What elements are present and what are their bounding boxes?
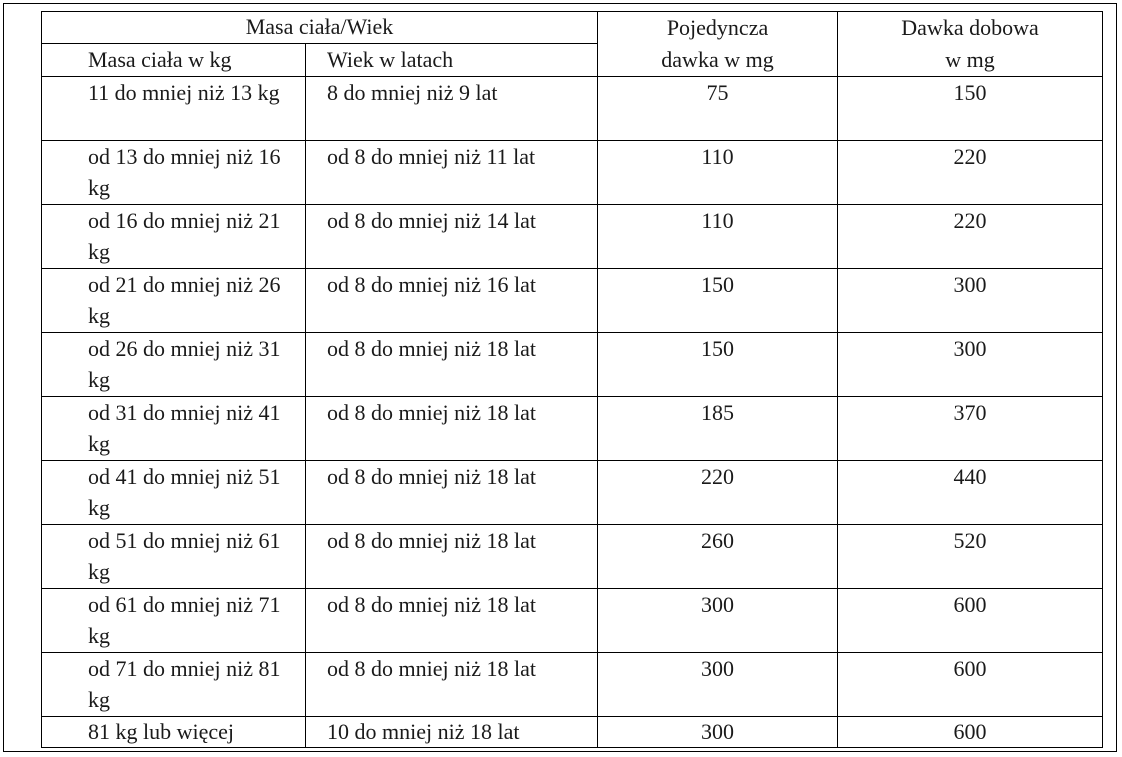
cell-weight: 11 do mniej niż 13 kg xyxy=(42,77,306,141)
header-age: Wiek w latach xyxy=(306,44,598,77)
cell-age: od 8 do mniej niż 18 lat xyxy=(306,333,598,397)
cell-single-dose: 110 xyxy=(598,141,838,205)
cell-daily-dose: 370 xyxy=(838,397,1103,461)
cell-single-dose: 300 xyxy=(598,589,838,653)
cell-age: od 8 do mniej niż 18 lat xyxy=(306,653,598,717)
cell-single-dose: 75 xyxy=(598,77,838,141)
header-daily-dose-line2: w mg xyxy=(945,47,995,72)
cell-daily-dose: 520 xyxy=(838,525,1103,589)
table-row xyxy=(42,141,1103,205)
cell-daily-dose: 440 xyxy=(838,461,1103,525)
cell-weight: od 31 do mniej niż 41 kg xyxy=(42,397,306,461)
table-row xyxy=(42,525,1103,589)
cell-single-dose: 260 xyxy=(598,525,838,589)
cell-daily-dose: 150 xyxy=(838,77,1103,141)
cell-weight: od 61 do mniej niż 71 kg xyxy=(42,589,306,653)
cell-single-dose: 220 xyxy=(598,461,838,525)
cell-age: od 8 do mniej niż 18 lat xyxy=(306,397,598,461)
table-row xyxy=(42,205,1103,269)
table-row xyxy=(42,461,1103,525)
cell-weight: od 21 do mniej niż 26 kg xyxy=(42,269,306,333)
cell-weight: od 16 do mniej niż 21 kg xyxy=(42,205,306,269)
cell-age: od 8 do mniej niż 11 lat xyxy=(306,141,598,205)
cell-single-dose: 300 xyxy=(598,717,838,748)
header-daily-dose xyxy=(838,12,1103,77)
header-single-dose-line2: dawka w mg xyxy=(661,47,774,72)
cell-daily-dose: 220 xyxy=(838,141,1103,205)
cell-weight: od 71 do mniej niż 81 kg xyxy=(42,653,306,717)
header-single-dose xyxy=(598,12,838,77)
cell-age: od 8 do mniej niż 16 lat xyxy=(306,269,598,333)
table-row xyxy=(42,397,1103,461)
cell-age: od 8 do mniej niż 18 lat xyxy=(306,461,598,525)
cell-daily-dose: 300 xyxy=(838,269,1103,333)
cell-single-dose: 150 xyxy=(598,269,838,333)
cell-weight: 81 kg lub więcej xyxy=(42,717,306,748)
cell-daily-dose: 600 xyxy=(838,717,1103,748)
table-row xyxy=(42,717,1103,748)
header-single-dose-line1: Pojedyncza xyxy=(666,15,769,40)
table-row xyxy=(42,77,1103,141)
cell-age: 8 do mniej niż 9 lat xyxy=(306,77,598,141)
cell-weight: od 51 do mniej niż 61 kg xyxy=(42,525,306,589)
header-daily-dose-line1: Dawka dobowa xyxy=(901,15,1039,40)
cell-weight: od 41 do mniej niż 51 kg xyxy=(42,461,306,525)
header-weight-age-group: Masa ciała/Wiek xyxy=(42,12,598,44)
table-row xyxy=(42,269,1103,333)
cell-single-dose: 185 xyxy=(598,397,838,461)
cell-weight: od 26 do mniej niż 31 kg xyxy=(42,333,306,397)
table-row xyxy=(42,589,1103,653)
cell-single-dose: 110 xyxy=(598,205,838,269)
header-weight: Masa ciała w kg xyxy=(42,44,306,77)
cell-single-dose: 300 xyxy=(598,653,838,717)
cell-daily-dose: 600 xyxy=(838,589,1103,653)
dosage-table xyxy=(41,11,1103,748)
cell-daily-dose: 300 xyxy=(838,333,1103,397)
cell-single-dose: 150 xyxy=(598,333,838,397)
cell-age: od 8 do mniej niż 18 lat xyxy=(306,589,598,653)
table-row xyxy=(42,333,1103,397)
cell-age: od 8 do mniej niż 18 lat xyxy=(306,525,598,589)
cell-weight: od 13 do mniej niż 16 kg xyxy=(42,141,306,205)
table-row xyxy=(42,653,1103,717)
cell-daily-dose: 600 xyxy=(838,653,1103,717)
cell-daily-dose: 220 xyxy=(838,205,1103,269)
cell-age: 10 do mniej niż 18 lat xyxy=(306,717,598,748)
cell-age: od 8 do mniej niż 14 lat xyxy=(306,205,598,269)
